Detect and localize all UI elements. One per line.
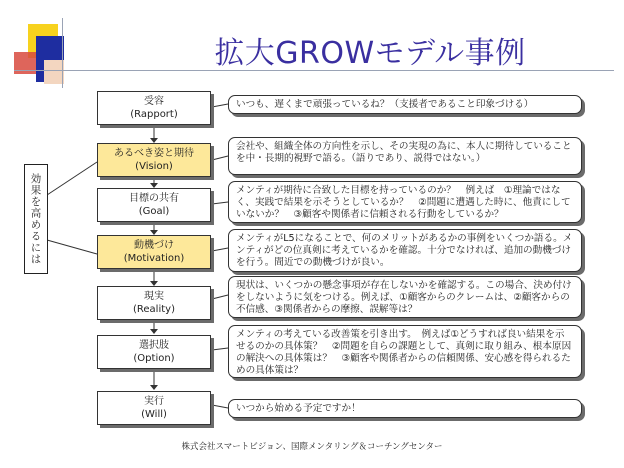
stage-rapport [97,91,211,125]
stage-name: 実行 [144,396,164,407]
stage-name: 受容 [144,96,164,107]
stage-english: (Vision) [135,161,173,172]
stage-english: (Reality) [133,304,175,315]
stage-vision [97,143,211,177]
stage-will [97,391,211,425]
stage-motivation [97,235,211,269]
note-option: メンティの考えている改善策を引き出す。 例えば①どうすれば良い結果を示せるのかの具体策？ ②問題を自らの課題として、真剣に取り組み、根本原因の解決への具体策は？ ③顧客や関係者からの信頼関係、安心感を得られるための具体策は？ [228,325,582,378]
stage-name: 動機づけ [134,240,174,251]
stage-option [97,335,211,369]
stage-english: (Goal) [138,206,170,217]
side-label-box: 効果を高めるには [24,164,48,274]
stage-english: (Option) [133,353,175,364]
stage-name: 現実 [144,291,164,302]
note-motivation: メンティがL5になることで、何のメリットがあるかの事例をいくつか語る。メンティがどの位真剣に考えているかを確認。十分でなければ、追加の動機づけを行う。間近での動機づけが良い。 [228,229,582,272]
stage-goal [97,188,211,222]
stage-english: (Motivation) [123,253,185,264]
note-will: いつから始める予定ですか！ [228,399,582,418]
stage-english: (Rapport) [130,109,178,120]
page-title: 拡大GROWモデル事例 [214,36,526,71]
note-goal: メンティが期待に合致した目標を持っているのか？ 例えば ①理論ではなく、実践で結果を示そうとしているか？ ②問題に遭遇した時に、他責にしていないか？ ③顧客や関係者に信頼される行動をしているか？ [228,181,582,223]
stage-name: 選択肢 [139,340,169,351]
stage-reality [97,286,211,320]
note-vision: 会社や、組織全体の方向性を示し、その実現の為に、本人に期待していることを中・長期的視野で語る。（語りであり、説得ではない。） [228,137,582,175]
note-rapport: いつも、遅くまで頑張っているね？（支援者であること印象づける） [228,95,582,114]
footer-credit: 株式会社スマートビジョン、国際メンタリング＆コーチングセンター [181,442,443,452]
stage-name: 目標の共有 [129,193,179,204]
note-reality: 現状は、いくつかの懸念事項が存在しないかを確認する。この場合、決め付けをしないように気をつける。例えば、①顧客からのクレームは、②顧客からの不信感、③関係者からの摩擦、誤解等は？ [228,276,582,318]
stage-english: (Will) [141,409,167,420]
stage-name: あるべき姿と期待 [114,148,194,159]
